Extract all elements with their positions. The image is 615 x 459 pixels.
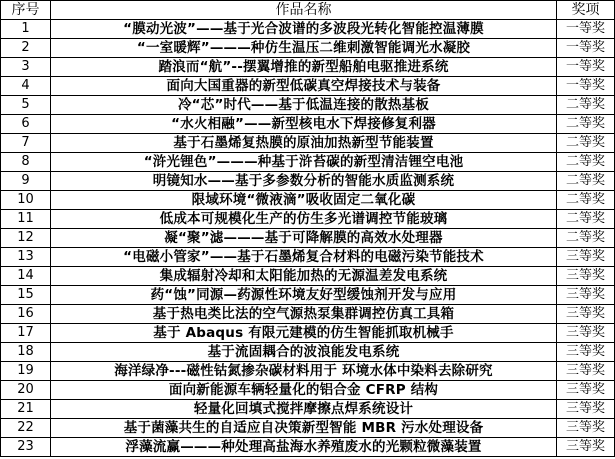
row-number: 13 xyxy=(1,248,51,267)
row-award: 三等奖 xyxy=(557,267,615,286)
row-number: 1 xyxy=(1,20,51,39)
row-award: 二等奖 xyxy=(557,229,615,248)
table-row xyxy=(1,58,615,77)
row-title: 浮藻流赢———种处理高盐海水养殖废水的光颗粒微藻装置 xyxy=(51,438,557,457)
row-award: 三等奖 xyxy=(557,438,615,457)
row-award: 一等奖 xyxy=(557,58,615,77)
table-row xyxy=(1,286,615,305)
row-number: 22 xyxy=(1,419,51,438)
table-row xyxy=(1,362,615,381)
row-title: 轻量化回填式搅拌摩擦点焊系统设计 xyxy=(51,400,557,419)
table-row xyxy=(1,248,615,267)
row-title: “浒光锂色”———种基于浒苔碳的新型清洁锂空电池 xyxy=(51,153,557,172)
table-row xyxy=(1,39,615,58)
row-award: 二等奖 xyxy=(557,115,615,134)
row-award: 三等奖 xyxy=(557,324,615,343)
row-title: “一室暖辉”———种仿生温压二维刺激智能调光水凝胶 xyxy=(51,39,557,58)
table-row xyxy=(1,305,615,324)
table-row xyxy=(1,267,615,286)
row-number: 10 xyxy=(1,191,51,210)
row-title: “水火相融”——新型核电水下焊接修复利器 xyxy=(51,115,557,134)
table-body xyxy=(1,20,615,457)
row-award: 一等奖 xyxy=(557,77,615,96)
header-row xyxy=(1,1,615,20)
table-row xyxy=(1,134,615,153)
row-award: 三等奖 xyxy=(557,343,615,362)
row-award: 二等奖 xyxy=(557,172,615,191)
row-title: 限域环境“微液滴”吸收固定二氧化碳 xyxy=(51,191,557,210)
row-title: 集成辐射冷却和太阳能加热的无源温差发电系统 xyxy=(51,267,557,286)
table-row xyxy=(1,324,615,343)
row-award: 三等奖 xyxy=(557,305,615,324)
table-row xyxy=(1,343,615,362)
row-award: 二等奖 xyxy=(557,210,615,229)
row-number: 7 xyxy=(1,134,51,153)
row-title: 海洋绿净---磁性钴氮掺杂碳材料用于 环境水体中染料去除研究 xyxy=(51,362,557,381)
row-number: 19 xyxy=(1,362,51,381)
header-award: 奖项 xyxy=(557,1,615,20)
row-title: 药“蚀”同源—药源性环境友好型缓蚀剂开发与应用 xyxy=(51,286,557,305)
row-number: 16 xyxy=(1,305,51,324)
table-row xyxy=(1,96,615,115)
row-title: 基于热电类比法的空气源热泵集群调控仿真工具箱 xyxy=(51,305,557,324)
row-number: 2 xyxy=(1,39,51,58)
row-number: 4 xyxy=(1,77,51,96)
row-title: 基于流固耦合的波浪能发电系统 xyxy=(51,343,557,362)
table-row xyxy=(1,400,615,419)
row-award: 一等奖 xyxy=(557,39,615,58)
row-title: 面向新能源车辆轻量化的铝合金 CFRP 结构 xyxy=(51,381,557,400)
row-title: 低成本可规模化生产的仿生多光谱调控节能玻璃 xyxy=(51,210,557,229)
row-title: 面向大国重器的新型低碳真空焊接技术与装备 xyxy=(51,77,557,96)
header-no: 序号 xyxy=(1,1,51,20)
row-title: 凝“聚”滤———基于可降解膜的高效水处理器 xyxy=(51,229,557,248)
row-award: 三等奖 xyxy=(557,381,615,400)
row-title: 基于菌藻共生的自适应自决策新型智能 MBR 污水处理设备 xyxy=(51,419,557,438)
row-award: 三等奖 xyxy=(557,286,615,305)
row-award: 三等奖 xyxy=(557,248,615,267)
row-title: 基于石墨烯复热膜的原油加热新型节能装置 xyxy=(51,134,557,153)
header-name: 作品名称 xyxy=(51,1,557,20)
row-award: 三等奖 xyxy=(557,419,615,438)
table-row xyxy=(1,419,615,438)
row-award: 二等奖 xyxy=(557,191,615,210)
table-row xyxy=(1,229,615,248)
row-title: “电磁小管家”——基于石墨烯复合材料的电磁污染节能技术 xyxy=(51,248,557,267)
row-title: 冷“芯”时代——基于低温连接的散热基板 xyxy=(51,96,557,115)
row-number: 18 xyxy=(1,343,51,362)
row-number: 9 xyxy=(1,172,51,191)
row-title: 明镜知水——基于多参数分析的智能水质监测系统 xyxy=(51,172,557,191)
row-number: 17 xyxy=(1,324,51,343)
table-row xyxy=(1,191,615,210)
row-number: 5 xyxy=(1,96,51,115)
row-number: 20 xyxy=(1,381,51,400)
row-title: “膜动光波”——基于光合波谱的多波段光转化智能控温薄膜 xyxy=(51,20,557,39)
row-award: 一等奖 xyxy=(557,20,615,39)
row-number: 21 xyxy=(1,400,51,419)
row-number: 12 xyxy=(1,229,51,248)
table-row xyxy=(1,381,615,400)
row-award: 二等奖 xyxy=(557,134,615,153)
table-row xyxy=(1,20,615,39)
row-title: 基于 Abaqus 有限元建模的仿生智能抓取机械手 xyxy=(51,324,557,343)
row-title: 踏浪而“航”--摆翼增推的新型船舶电驱推进系统 xyxy=(51,58,557,77)
table-row xyxy=(1,210,615,229)
row-number: 8 xyxy=(1,153,51,172)
row-number: 3 xyxy=(1,58,51,77)
table-row xyxy=(1,438,615,457)
table-row xyxy=(1,77,615,96)
row-number: 11 xyxy=(1,210,51,229)
row-award: 三等奖 xyxy=(557,362,615,381)
table-row xyxy=(1,115,615,134)
row-number: 23 xyxy=(1,438,51,457)
row-number: 6 xyxy=(1,115,51,134)
row-number: 14 xyxy=(1,267,51,286)
row-award: 三等奖 xyxy=(557,400,615,419)
row-number: 15 xyxy=(1,286,51,305)
table-row xyxy=(1,153,615,172)
table-row xyxy=(1,172,615,191)
row-award: 二等奖 xyxy=(557,96,615,115)
row-award: 二等奖 xyxy=(557,153,615,172)
